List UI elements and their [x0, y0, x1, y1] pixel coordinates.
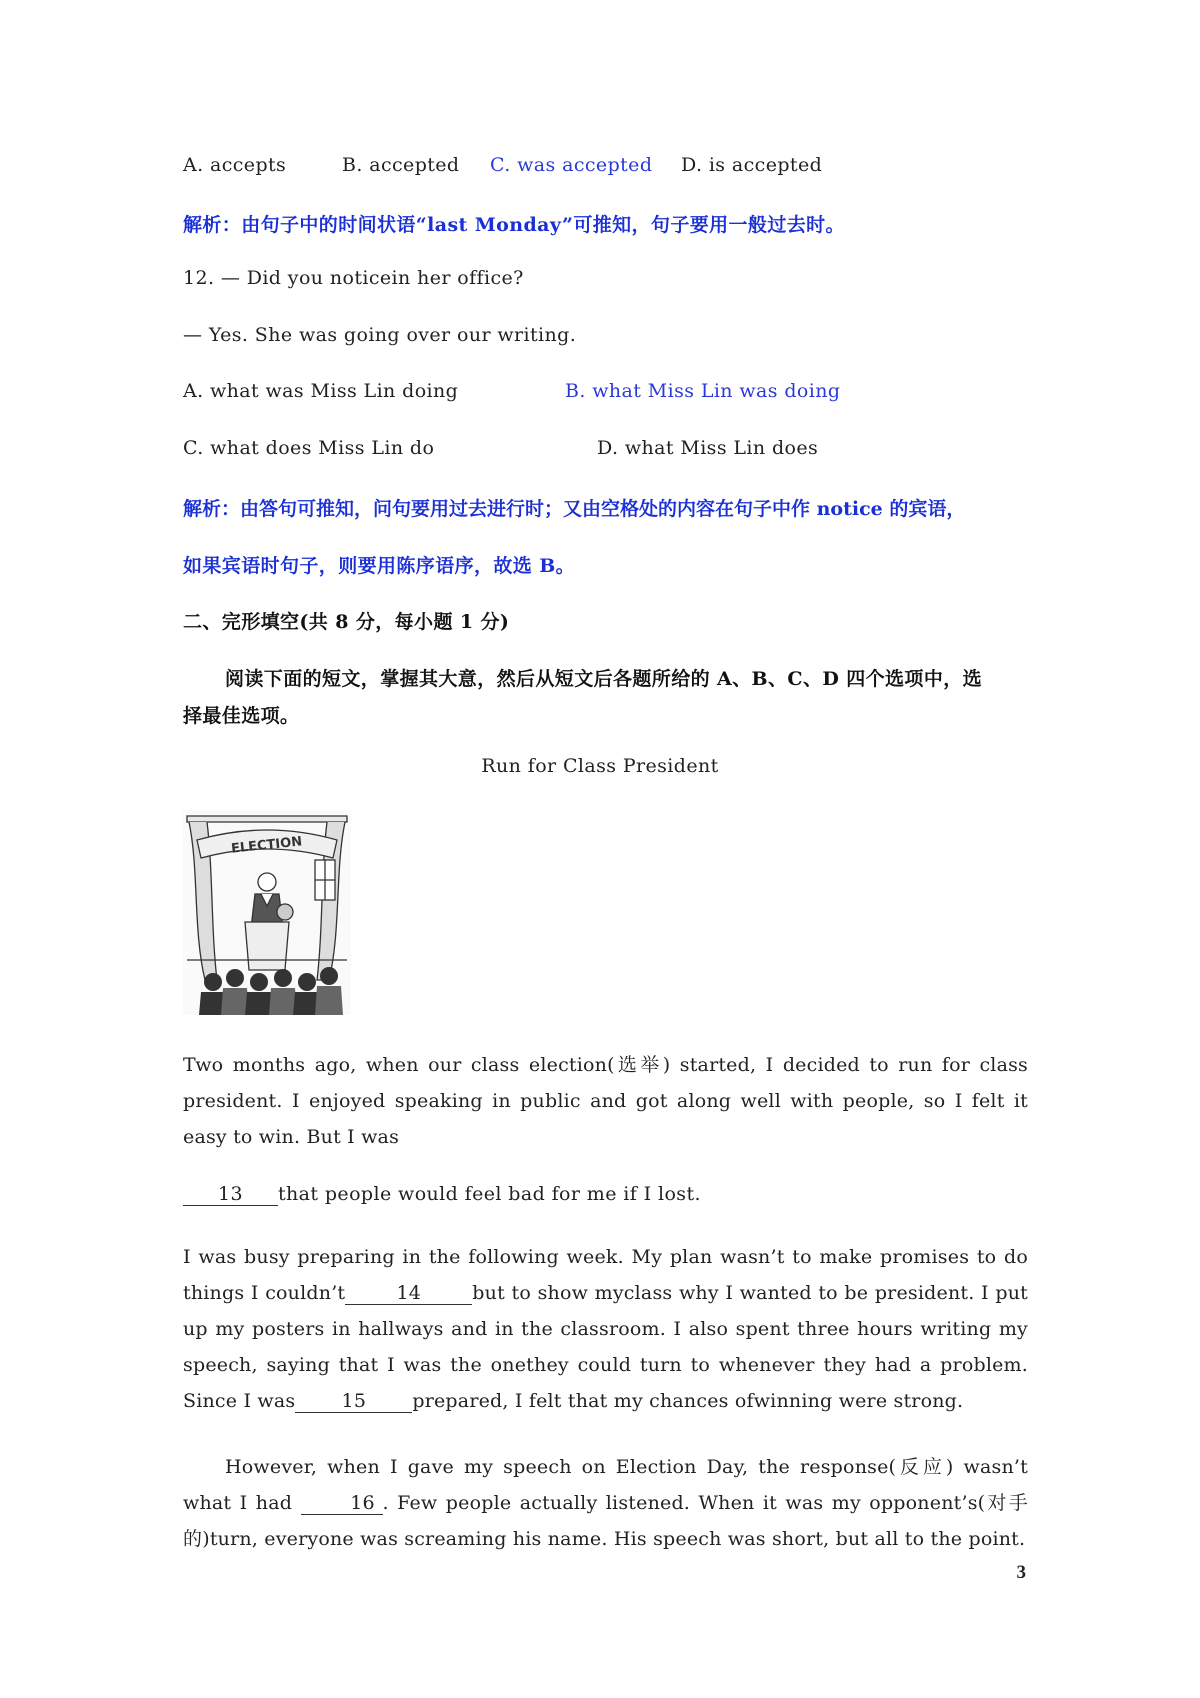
- q11-option-d: D. is accepted: [681, 154, 823, 176]
- passage-title: Run for Class President: [481, 755, 719, 777]
- q12-answer: — Yes. She was going over our writing.: [183, 324, 577, 346]
- passage-p1-end-text: that people would feel bad for me if I lost.: [278, 1183, 701, 1205]
- passage-p2-part-c: prepared, I felt that my chances ofwinning were strong.: [412, 1390, 964, 1412]
- election-illustration: [183, 810, 351, 1015]
- q12-option-a: A. what was Miss Lin doing: [183, 380, 459, 402]
- blank-13: 13: [183, 1184, 278, 1206]
- q11-option-a: A. accepts: [183, 154, 287, 176]
- passage-paragraph-3: [183, 1449, 1028, 1557]
- q12-option-d: D. what Miss Lin does: [597, 437, 819, 459]
- passage-paragraph-1: Two months ago, when our class election(选举) started, I decided to run for class president. I enjoyed speaking in public and got along well with people, so I felt it easy to win. But I was: [183, 1054, 1028, 1148]
- q12-option-b-correct: B. what Miss Lin was doing: [565, 380, 841, 402]
- section-heading: 二、完形填空(共 8 分，每小题 1 分): [183, 611, 510, 633]
- passage-p3-part-b: . Few people actually listened. When it was my opponent’s(对手的)turn, everyone was screaming his name. His speech was short, but all to the point.: [183, 1492, 1028, 1550]
- section-instruction-line2: 择最佳选项。: [183, 705, 300, 727]
- page-number: 3: [1016, 1562, 1026, 1583]
- blank-15: 15: [295, 1391, 412, 1413]
- q11-analysis: 解析：由句子中的时间状语“last Monday”可推知，句子要用一般过去时。: [183, 214, 845, 236]
- passage-p2-part-b: but to show myclass why I wanted to be president. I put up my posters in hallways and in the classroom. I also spent three hours writing my speech, saying that I was the onethey could turn to whenever they had a problem. Since I was: [183, 1282, 1028, 1412]
- election-banner-text: ELECTION: [230, 834, 303, 857]
- passage-paragraph-2: [183, 1239, 1028, 1419]
- passage-paragraph-1-end: [183, 1183, 701, 1206]
- q12-option-c: C. what does Miss Lin do: [183, 437, 435, 459]
- q12-analysis-line1: 解析：由答句可推知，问句要用过去进行时；又由空格处的内容在句子中作 notice 的宾语，: [183, 498, 966, 520]
- blank-14: 14: [345, 1283, 472, 1305]
- passage-p2-part-a: I was busy preparing in the following week. My plan wasn’t to make promises to do things I couldn’t: [183, 1246, 1028, 1304]
- passage-p3-part-a: However, when I gave my speech on Election Day, the response(反应) wasn’t what I had: [183, 1456, 1028, 1514]
- q11-option-b: B. accepted: [342, 154, 460, 176]
- q12-question: 12. — Did you noticein her office?: [183, 267, 524, 289]
- blank-16: 16: [301, 1493, 383, 1515]
- q11-option-c-correct: C. was accepted: [490, 154, 653, 176]
- q12-analysis-line2: 如果宾语时句子，则要用陈序语序，故选 B。: [183, 555, 576, 577]
- section-instruction-line1: 阅读下面的短文，掌握其大意，然后从短文后各题所给的 A、B、C、D 四个选项中，选: [225, 668, 983, 690]
